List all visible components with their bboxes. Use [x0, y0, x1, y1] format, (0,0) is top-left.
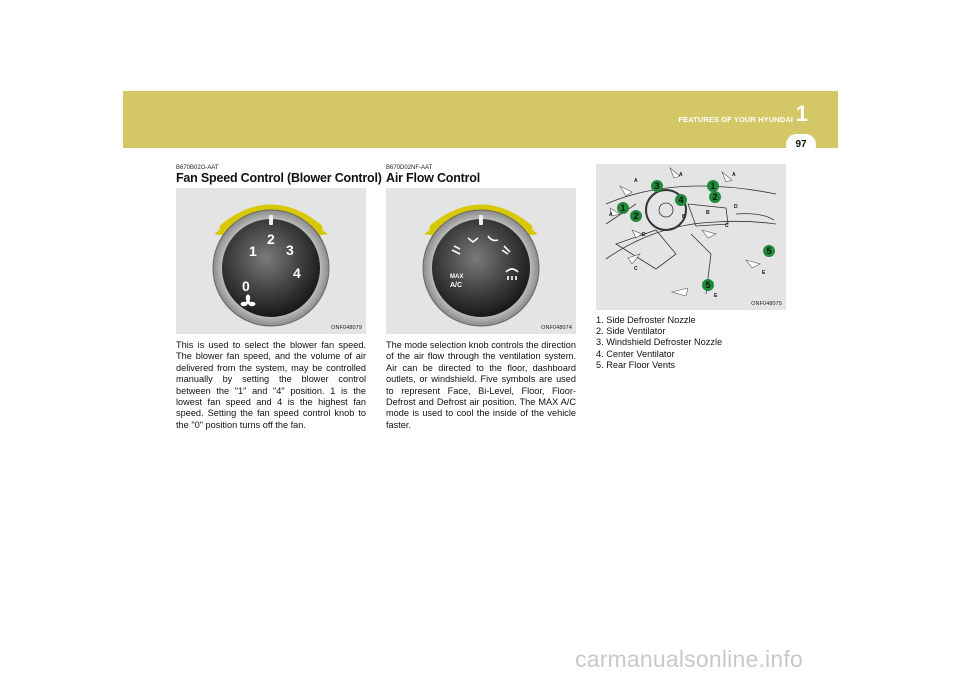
svg-text:3: 3	[286, 242, 294, 258]
svg-text:4: 4	[678, 195, 684, 205]
list-item: 4. Center Ventilator	[596, 348, 675, 359]
svg-text:A: A	[732, 172, 736, 178]
air-flow-section	[386, 164, 576, 430]
svg-text:D: D	[734, 204, 738, 210]
page-number: 97	[795, 139, 807, 150]
svg-text:E: E	[762, 270, 766, 276]
vent-list	[596, 315, 722, 371]
svg-text:5: 5	[766, 246, 772, 256]
svg-text:3: 3	[654, 181, 660, 191]
svg-text:E: E	[714, 293, 718, 299]
svg-text:A/C: A/C	[450, 282, 463, 289]
fan-speed-section	[176, 164, 382, 430]
svg-text:2: 2	[267, 231, 275, 247]
section-code: B670D02NF-AAT	[386, 165, 433, 171]
chapter-header	[123, 91, 838, 148]
svg-text:D: D	[642, 232, 646, 238]
section-heading: Air Flow Control	[386, 171, 481, 185]
section-heading: Fan Speed Control (Blower Control)	[176, 171, 382, 185]
svg-text:5: 5	[705, 280, 711, 290]
svg-text:C: C	[634, 266, 638, 272]
svg-text:4: 4	[293, 265, 301, 281]
chapter-number: 1	[795, 101, 808, 126]
list-item: 5. Rear Floor Vents	[596, 359, 676, 370]
section-body: This is used to select the blower fan speed. The blower fan speed, and the volume of air delivered from the system, may be controlled manually by setting the blower control between the "1" and "4" position. 1 is the lowest fan speed and 4 is the highest fan speed. Setting the fan speed control knob to the "0" position turns off the fan.	[176, 340, 366, 430]
svg-text:0: 0	[242, 278, 250, 294]
fan-speed-knob-illustration	[176, 188, 366, 334]
mode-knob-icon	[432, 219, 530, 317]
svg-text:B: B	[706, 210, 710, 216]
svg-text:1: 1	[620, 203, 626, 213]
svg-text:2: 2	[712, 192, 718, 202]
figure-code: ONF048079	[331, 325, 362, 331]
svg-text:B: B	[682, 214, 686, 220]
svg-text:2: 2	[633, 211, 639, 221]
fan-speed-knob-figure	[176, 188, 366, 334]
figure-code: ONF048075	[751, 301, 782, 307]
section-body: The mode selection knob controls the direction of the air flow through the ventilation system. Air can be directed to the floor, dashboard outlets, or windshield. Five symbols are used to represent Face, Bi-Level, Floor, Floor-Defrost and Defrost air position. The MAX A/C mode is used to cool the inside of the vehicle faster.	[386, 340, 576, 430]
air-flow-knob-illustration	[386, 188, 576, 334]
svg-text:1: 1	[710, 181, 716, 191]
svg-text:1: 1	[249, 243, 257, 259]
svg-text:A: A	[634, 178, 638, 184]
list-item: 3. Windshield Defroster Nozzle	[596, 337, 723, 348]
svg-text:A: A	[609, 212, 613, 218]
section-code: B670B02O-AAT	[176, 165, 219, 171]
list-item: 2. Side Ventilator	[596, 326, 666, 337]
chapter-title: FEATURES OF YOUR HYUNDAI	[678, 115, 793, 124]
page-number-tab	[786, 134, 816, 155]
air-flow-knob-figure	[386, 188, 576, 334]
dashboard-vents-illustration	[596, 164, 786, 310]
figure-code: ONF048074	[541, 325, 572, 331]
svg-text:MAX: MAX	[450, 274, 464, 280]
watermark: carmanualsonline.info	[575, 646, 803, 672]
svg-text:C: C	[725, 223, 729, 229]
vent-locations-figure	[596, 164, 786, 310]
svg-text:A: A	[679, 172, 683, 178]
list-item: 1. Side Defroster Nozzle	[596, 315, 696, 325]
